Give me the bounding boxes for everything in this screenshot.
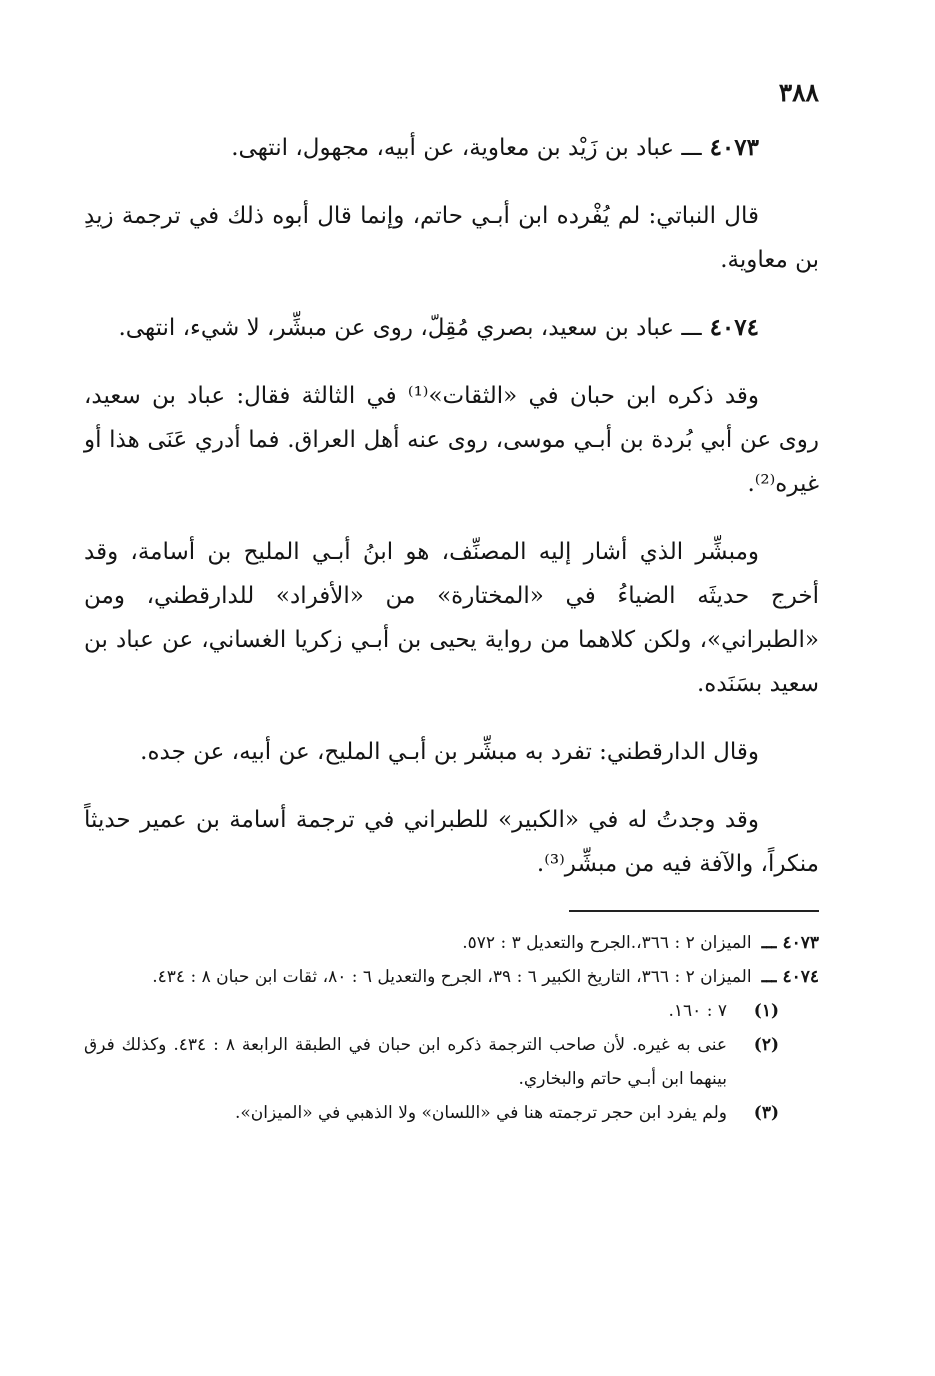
footnote-1 [84, 994, 819, 1028]
paragraph-daraqutni: وقال الدارقطني: تفرد به مبشِّر بن أبـي المليح، عن أبيه، عن جده. [140, 739, 759, 765]
paragraph-mubashshir: ومبشِّر الذي أشار إليه المصنِّف، هو ابنُ أبـي المليح بن أسامة، وقد أخرج حديثَه الضياءُ في «المختارة» من «الأفراد» للدارقطني، ومن «الطبراني»، ولكن كلاهما من رواية يحيى بن أبـي زكريا الغساني، عن عباد بن سعيد بسَنَده. [84, 539, 819, 697]
footnotes [84, 926, 819, 1130]
footnote-text: ولم يفرد ابن حجر ترجمته هنا في «اللسان» ولا الذهبي في «الميزان». [234, 1103, 727, 1123]
footnote-label: (٣) [753, 1103, 779, 1123]
footnote-text: الميزان ٢ : ٣٦٦،.الجرح والتعديل ٣ : ٥٧٢. [462, 933, 752, 953]
entry-4073 [84, 126, 819, 170]
footnote-3 [84, 1096, 819, 1130]
book-page [84, 78, 819, 1130]
entry-text: ـــ عباد بن سعيد، بصري مُقِلّ، روى عن مبشِّر، لا شيء، انتهى. [118, 315, 702, 341]
main-text [84, 126, 819, 886]
entry-number: ٤٠٧٣ [709, 134, 759, 161]
paragraph-ibn-hibban: وقد ذكره ابن حبان في «الثقات»⁽¹⁾ في الثالثة فقال: عباد بن سعيد، روى عن أبي بُردة بن أبـي موسى، روى عنه أهل العراق. فما أدري عَنَى هذا أو غيره⁽²⁾. [84, 383, 819, 497]
footnote-text: ٧ : ١٦٠. [668, 1001, 727, 1021]
paragraph-nabati: قال النباتي: لم يُفْرده ابن أبـي حاتم، وإنما قال أبوه ذلك في ترجمة زيدِ بن معاوية. [84, 203, 819, 273]
footnote-label: (٢) [753, 1035, 779, 1055]
footnote-label: ٤٠٧٤ ـــ [761, 967, 819, 987]
paragraph-kabir: وقد وجدتُ له في «الكبير» للطبراني في ترجمة أسامة بن عمير حديثاً منكراً، والآفة فيه من مبشِّر⁽³⁾. [84, 807, 819, 877]
footnote-2 [84, 1028, 819, 1096]
footnote-text: الميزان ٢ : ٣٦٦، التاريخ الكبير ٦ : ٣٩، الجرح والتعديل ٦ : ٨٠، ثقات ابن حبان ٨ : ٤٣٤. [152, 967, 752, 987]
footnote-label: ٤٠٧٣ ـــ [761, 933, 819, 953]
entry-4074 [84, 306, 819, 350]
footnote-source-4074 [84, 960, 819, 994]
footnote-label: (١) [753, 1001, 779, 1021]
footnote-source-4073 [84, 926, 819, 960]
footnote-divider [569, 910, 819, 912]
footnote-text: عنى به غيره. لأن صاحب الترجمة ذكره ابن حبان في الطبقة الرابعة ٨ : ٤٣٤. وكذلك فرق بينهما ابن أبـي حاتم والبخاري. [84, 1035, 727, 1089]
page-number: ٣٨٨ [778, 78, 819, 107]
entry-number: ٤٠٧٤ [709, 314, 759, 341]
entry-text: ـــ عباد بن زَيْد بن معاوية، عن أبيه، مجهول، انتهى. [231, 135, 702, 161]
